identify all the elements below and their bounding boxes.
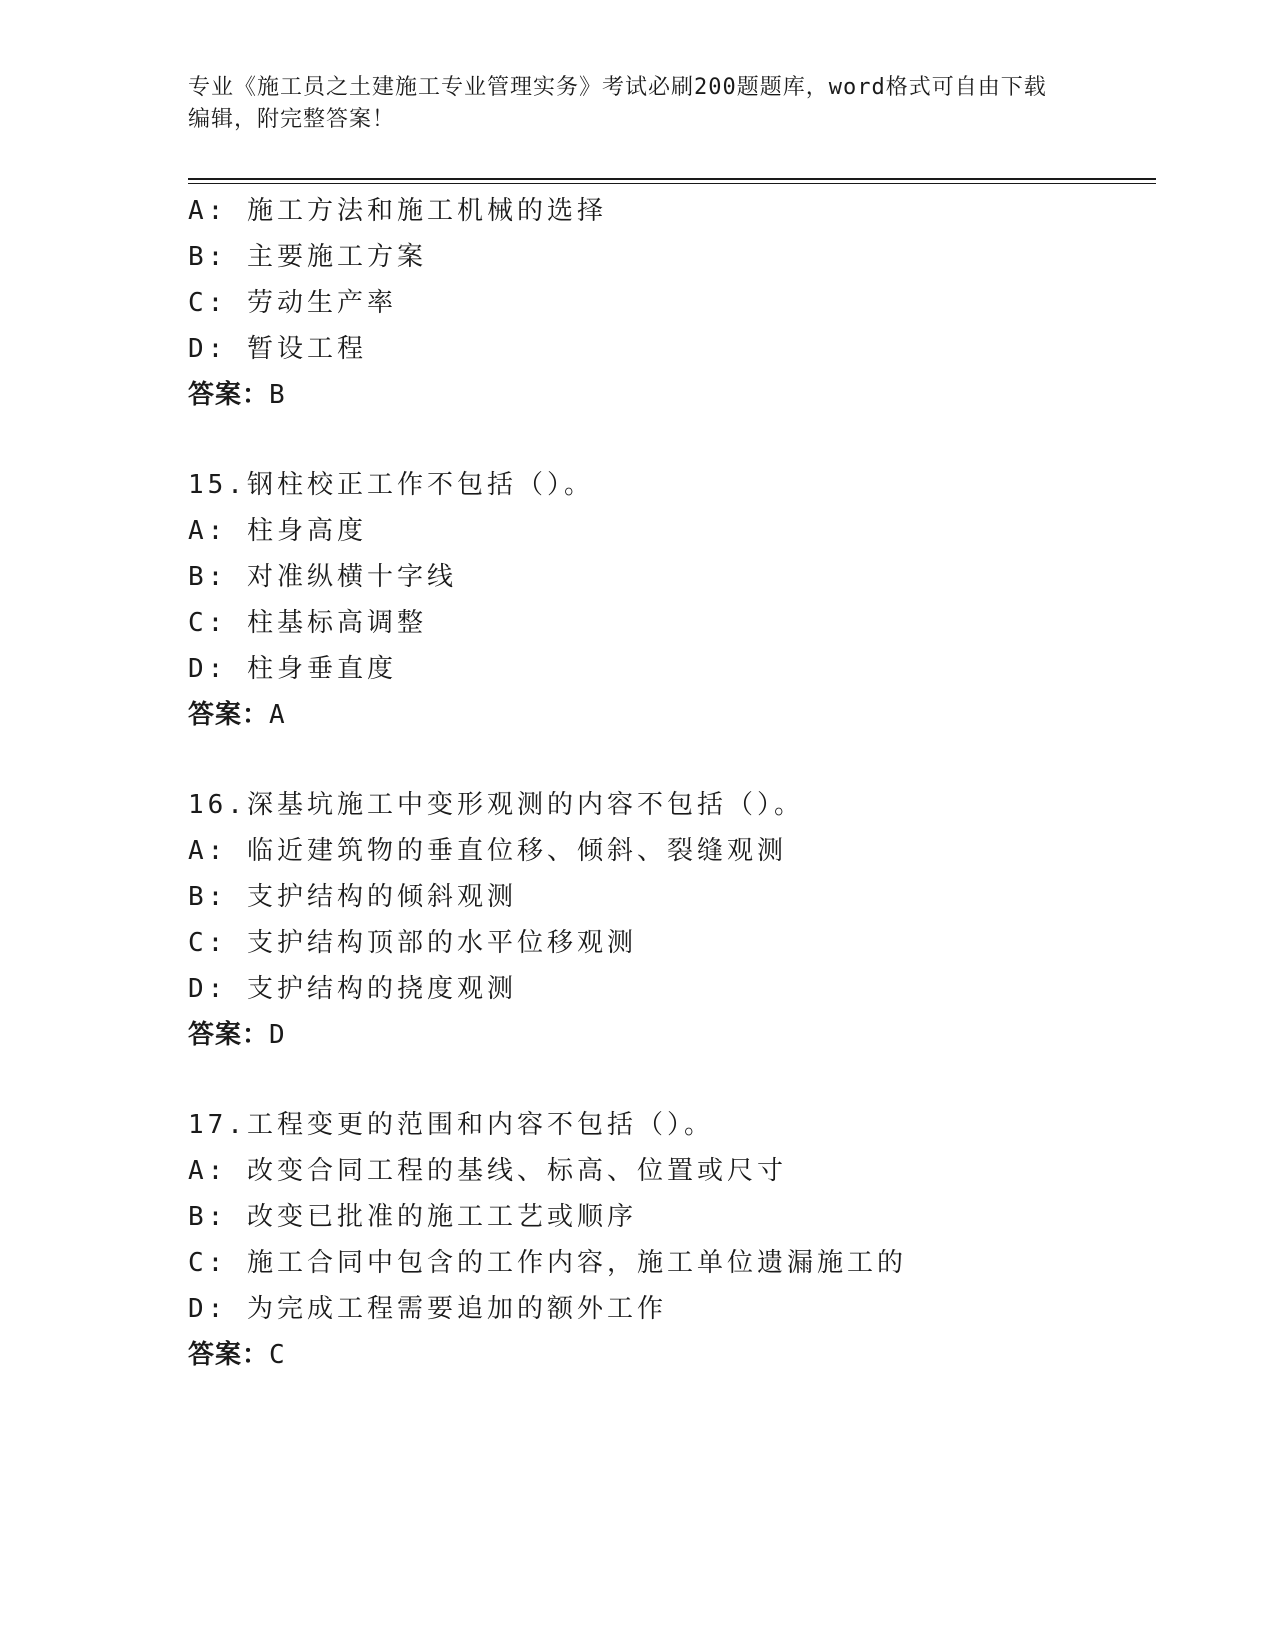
question-block-partial bbox=[188, 188, 1148, 418]
option-text: 支护结构的挠度观测 bbox=[246, 974, 517, 1004]
option-key: D: bbox=[188, 1294, 228, 1324]
option-text: 主要施工方案 bbox=[246, 242, 427, 272]
option-line bbox=[188, 874, 1148, 920]
answer-line bbox=[188, 372, 1148, 418]
question-block-16 bbox=[188, 782, 1148, 1058]
option-line bbox=[188, 1286, 1148, 1332]
option-text: 柱身高度 bbox=[246, 516, 367, 546]
option-key: D: bbox=[188, 334, 228, 364]
question-stem: 17.工程变更的范围和内容不包括（）。 bbox=[188, 1110, 714, 1140]
option-line bbox=[188, 326, 1148, 372]
option-text: 支护结构的倾斜观测 bbox=[246, 882, 517, 912]
answer-line bbox=[188, 1332, 1148, 1378]
option-key: B: bbox=[188, 242, 228, 272]
option-line bbox=[188, 234, 1148, 280]
answer-label: 答案： bbox=[188, 380, 270, 410]
option-key: D: bbox=[188, 974, 228, 1004]
option-key: A: bbox=[188, 196, 228, 226]
option-key: C: bbox=[188, 288, 228, 318]
option-text: 柱身垂直度 bbox=[246, 654, 397, 684]
option-key: C: bbox=[188, 928, 228, 958]
answer-label: 答案： bbox=[188, 1340, 270, 1370]
option-text: 对准纵横十字线 bbox=[246, 562, 457, 592]
option-text: 改变已批准的施工工艺或顺序 bbox=[246, 1202, 637, 1232]
answer-line bbox=[188, 692, 1148, 738]
option-line bbox=[188, 1194, 1148, 1240]
question-block-15 bbox=[188, 462, 1148, 738]
option-key: B: bbox=[188, 882, 228, 912]
option-line bbox=[188, 508, 1148, 554]
option-text: 暂设工程 bbox=[246, 334, 367, 364]
question-list bbox=[188, 188, 1148, 1378]
option-line bbox=[188, 600, 1148, 646]
option-text: 改变合同工程的基线、标高、位置或尺寸 bbox=[246, 1156, 787, 1186]
answer-line bbox=[188, 1012, 1148, 1058]
header-divider bbox=[188, 178, 1156, 180]
option-line bbox=[188, 828, 1148, 874]
answer-label: 答案： bbox=[188, 1020, 270, 1050]
option-key: B: bbox=[188, 562, 228, 592]
option-key: C: bbox=[188, 608, 228, 638]
answer-value: A bbox=[269, 700, 286, 730]
option-key: D: bbox=[188, 654, 228, 684]
answer-value: D bbox=[269, 1020, 286, 1050]
answer-value: C bbox=[269, 1340, 286, 1370]
page-header-title: 专业《施工员之土建施工专业管理实务》考试必刷200题题库，word格式可自由下载编辑，附完整答案！ bbox=[188, 75, 1047, 132]
option-line bbox=[188, 188, 1148, 234]
option-line bbox=[188, 646, 1148, 692]
answer-value: B bbox=[269, 380, 286, 410]
option-line bbox=[188, 966, 1148, 1012]
option-line bbox=[188, 920, 1148, 966]
option-text: 柱基标高调整 bbox=[246, 608, 427, 638]
question-stem: 16.深基坑施工中变形观测的内容不包括（）。 bbox=[188, 790, 804, 820]
option-line bbox=[188, 1148, 1148, 1194]
option-text: 施工合同中包含的工作内容，施工单位遗漏施工的 bbox=[246, 1248, 907, 1278]
header-divider-thin bbox=[188, 183, 1156, 184]
question-stem: 15.钢柱校正工作不包括（）。 bbox=[188, 470, 594, 500]
option-key: A: bbox=[188, 836, 228, 866]
answer-label: 答案： bbox=[188, 700, 270, 730]
option-key: A: bbox=[188, 516, 228, 546]
option-line bbox=[188, 280, 1148, 326]
option-text: 支护结构顶部的水平位移观测 bbox=[246, 928, 637, 958]
option-text: 劳动生产率 bbox=[246, 288, 397, 318]
option-key: C: bbox=[188, 1248, 228, 1278]
option-key: A: bbox=[188, 1156, 228, 1186]
option-text: 施工方法和施工机械的选择 bbox=[246, 196, 607, 226]
option-line bbox=[188, 554, 1148, 600]
option-line bbox=[188, 1240, 1148, 1286]
option-text: 临近建筑物的垂直位移、倾斜、裂缝观测 bbox=[246, 836, 787, 866]
option-text: 为完成工程需要追加的额外工作 bbox=[246, 1294, 667, 1324]
question-block-17 bbox=[188, 1102, 1148, 1378]
option-key: B: bbox=[188, 1202, 228, 1232]
